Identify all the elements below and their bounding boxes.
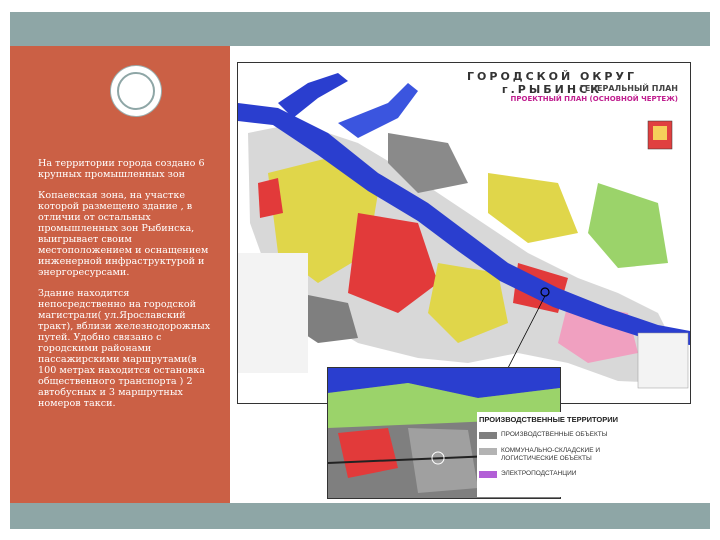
- paragraph-kopaevskaya: Копаевская зона, на участке которой размещено здание , в отличии от остальных промышленных зон Рыбинска, выигрывает своим местоположением и оснащением инженерной инфраструктурой и энергоресурсами.: [38, 190, 209, 278]
- legend: [477, 412, 689, 497]
- map-subtitle: ГЕНЕРАЛЬНЫЙ ПЛАН: [579, 84, 678, 93]
- map-drawing: [238, 63, 690, 403]
- top-band: [10, 12, 710, 46]
- emblem-center: [653, 126, 667, 140]
- legend-item-production: [479, 431, 651, 439]
- map-legend-side: [238, 253, 308, 373]
- legend-swatch-logistics: [479, 448, 497, 455]
- slide-text: [38, 158, 216, 419]
- legend-title: ПРОИЗВОДСТВЕННЫЕ ТЕРРИТОРИИ: [479, 415, 619, 424]
- legend-swatch-substations: [479, 471, 497, 478]
- paragraph-location: Здание находится непосредственно на городской магистрали( ул.Ярославский тракт), вблизи железнодорожных путей. Удобно связано с городскими районами пассажирскими маршрутами(в 100 метрах находится остановка общественного транспорта ) 2 автобусных и 3 маршрутных номеров такси.: [38, 288, 211, 409]
- map-title: ГОРОДСКОЙ ОКРУГ г.РЫБИНСК: [467, 70, 637, 96]
- legend-label-production: ПРОИЗВОДСТВЕННЫЕ ОБЪЕКТЫ: [501, 431, 608, 438]
- legend-item-substations: [479, 470, 651, 478]
- paragraph-zones: На территории города создано 6 крупных промышленных зон: [38, 158, 205, 180]
- legend-swatch-production: [479, 432, 497, 439]
- slide-circle-inner: [117, 72, 155, 110]
- legend-item-logistics: [479, 447, 651, 463]
- city-map: [237, 62, 691, 497]
- legend-label-substations: ЭЛЕКТРОПОДСТАНЦИИ: [501, 470, 577, 477]
- legend-label-logistics: КОММУНАЛЬНО-СКЛАДСКИЕ И ЛОГИСТИЧЕСКИЕ ОБЪЕКТЫ: [501, 447, 601, 462]
- map-subtitle-2: ПРОЕКТНЫЙ ПЛАН (ОСНОВНОЙ ЧЕРТЕЖ): [510, 95, 678, 103]
- bottom-band: [10, 503, 710, 529]
- map-stamp: [638, 333, 688, 388]
- general-plan-map: [237, 62, 691, 404]
- slide-circle-ornament: [111, 66, 161, 116]
